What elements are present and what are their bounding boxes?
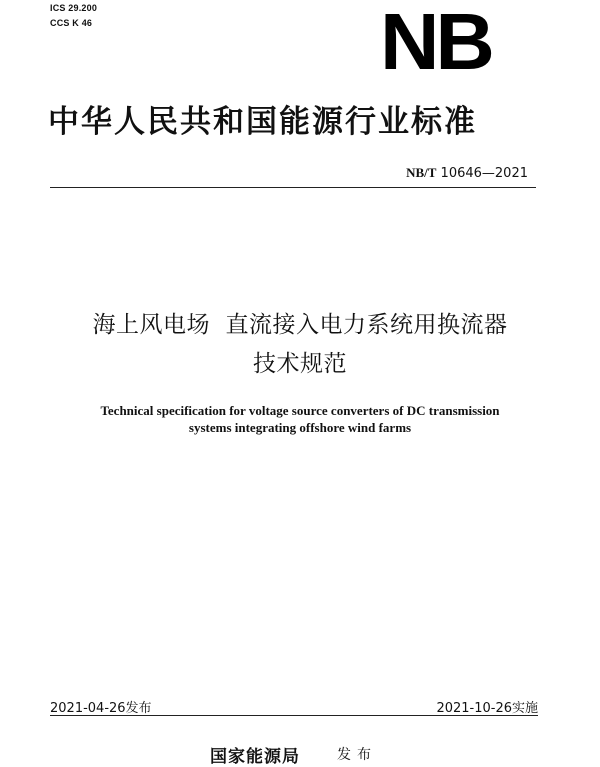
top-divider — [50, 187, 536, 188]
publish-label: 发布 — [337, 747, 377, 763]
ccs-code: CCS K 46 — [50, 18, 93, 28]
implementation-date: 2021-10-26实施 — [436, 701, 538, 716]
standard-number — [406, 165, 528, 181]
title-en-line2: systems integrating offshore wind farms — [188, 420, 412, 435]
issue-date: 2021-04-26发布 — [50, 701, 152, 716]
publisher-name: 国家能源局 — [210, 747, 300, 767]
ics-code: ICS 29.200 — [50, 3, 98, 13]
title-en-line1: Technical specification for voltage source converters of DC transmission — [100, 403, 500, 418]
bottom-divider — [50, 715, 538, 716]
nb-logo: NB — [380, 0, 491, 86]
standard-number-value: 10646—2021 — [440, 166, 528, 181]
standard-code: NB/T — [406, 165, 437, 180]
industry-standard-heading: 中华人民共和国能源行业标准 — [48, 104, 477, 140]
title-cn-line2: 技术规范 — [253, 351, 347, 377]
title-cn-line1: 海上风电场 直流接入电力系统用换流器 — [92, 312, 508, 338]
